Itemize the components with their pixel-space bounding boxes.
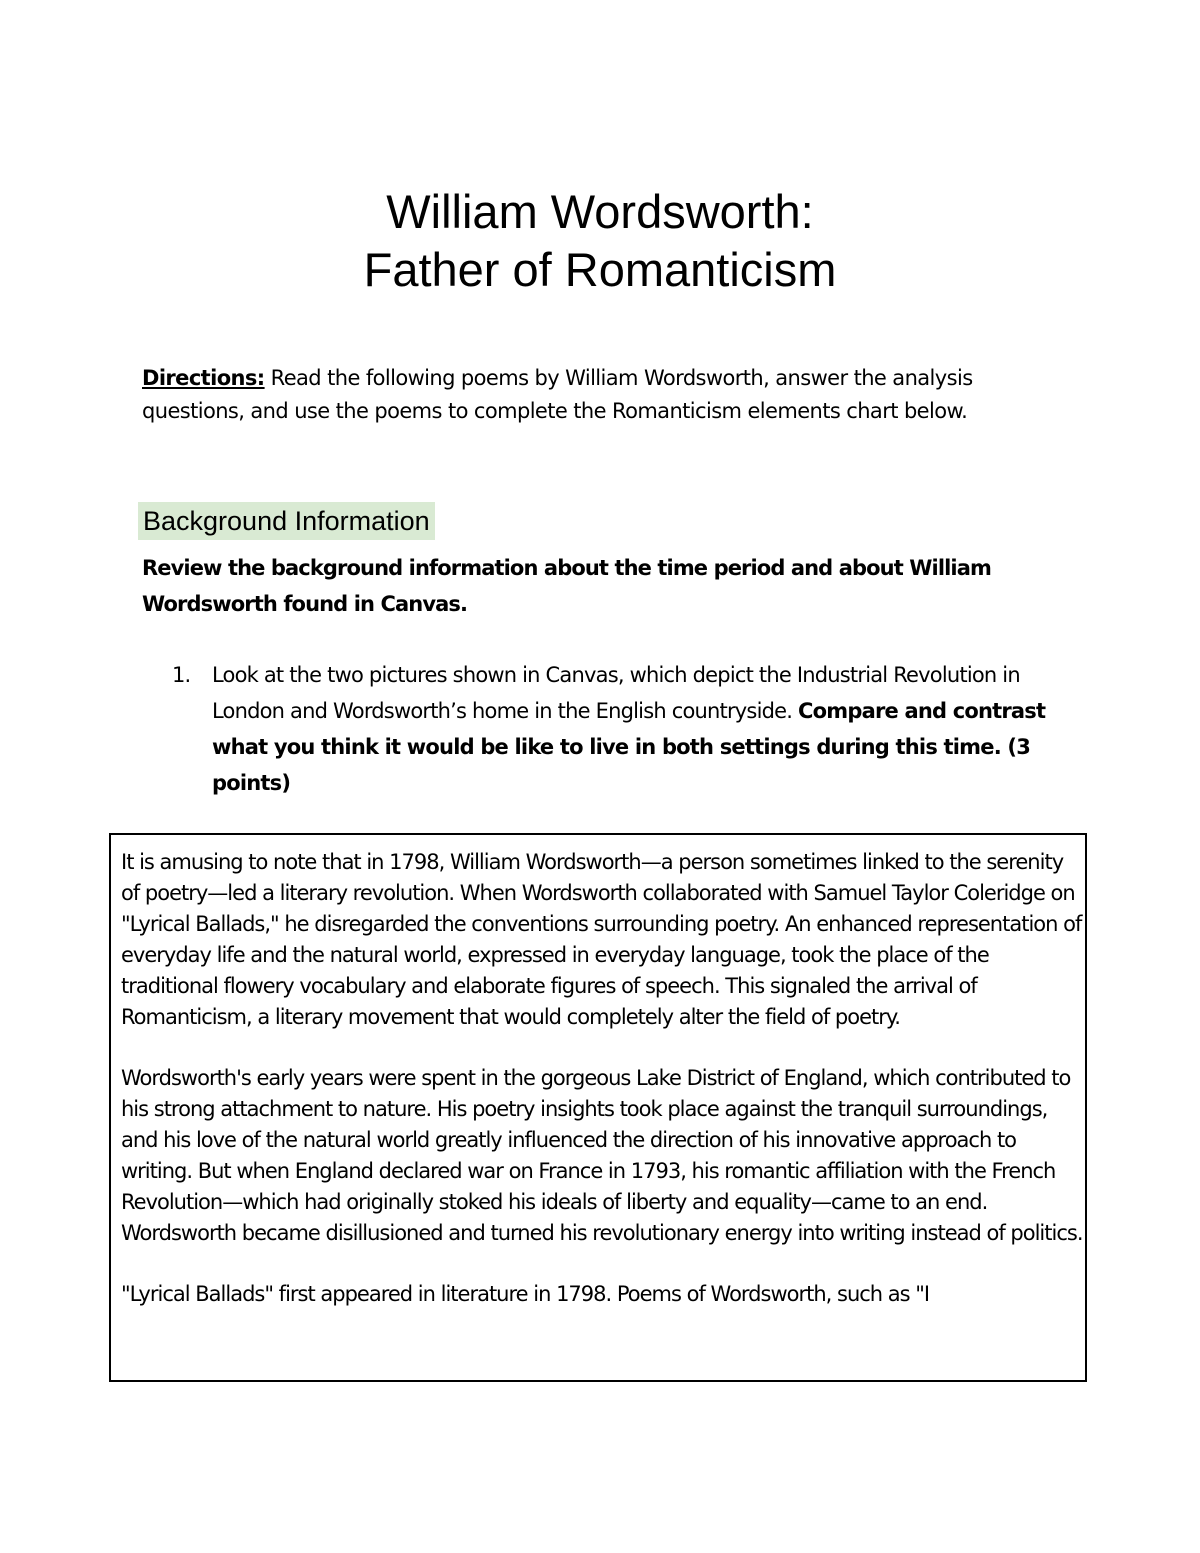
directions-label: Directions: [142, 366, 265, 390]
question-number: 1. [172, 663, 191, 687]
page-title [0, 183, 1200, 299]
title-line-1: William Wordsworth: [386, 185, 814, 238]
section-heading-background: Background Information [138, 502, 435, 540]
directions-text: Read the following poems by William Wordsworth, answer the analysis questions, and use the poems to complete the Romanticism elements chart below. [142, 366, 973, 423]
directions-paragraph [142, 362, 1072, 428]
question-body [212, 657, 1052, 801]
answer-text [111, 835, 1086, 1310]
answer-paragraph: It is amusing to note that in 1798, William Wordsworth—a person sometimes linked to the serenity of poetry—led a literary revolution. When Wordsworth collaborated with Samuel Taylor Coleridge on "Lyrical Ballads," he disregarded the conventions surrounding poetry. An enhanced representation of everyday life and the natural world, expressed in everyday language, took the place of the traditional flowery vocabulary and elaborate figures of speech. This signaled the arrival of Romanticism, a literary movement that would completely alter the field of poetry. [121, 850, 1082, 1029]
question-1 [172, 657, 1052, 801]
title-line-2: Father of Romanticism [363, 243, 837, 296]
answer-paragraph: Wordsworth's early years were spent in the gorgeous Lake District of England, which contributed to his strong attachment to nature. His poetry insights took place against the tranquil surroundings, and his love of the natural world greatly influenced the direction of his innovative approach to writing. But when England declared war on France in 1793, his romantic affiliation with the French Revolution—which had originally stoked his ideals of liberty and equality—came to an end. Wordsworth became disillusioned and turned his revolutionary energy into writing instead of politics. [121, 1066, 1083, 1245]
answer-paragraph: "Lyrical Ballads" first appeared in literature in 1798. Poems of Wordsworth, such as "I [121, 1282, 930, 1306]
question-emphasis: Compare and contrast what you think it would be like to live in both settings during this time. (3 points) [212, 699, 1046, 795]
review-instruction: Review the background information about the time period and about William Wordsworth found in Canvas. [142, 556, 991, 616]
answer-text-box[interactable] [109, 833, 1087, 1382]
question-text: Look at the two pictures shown in Canvas, which depict the Industrial Revolution in London and Wordsworth’s home in the English countryside. [212, 663, 1020, 723]
